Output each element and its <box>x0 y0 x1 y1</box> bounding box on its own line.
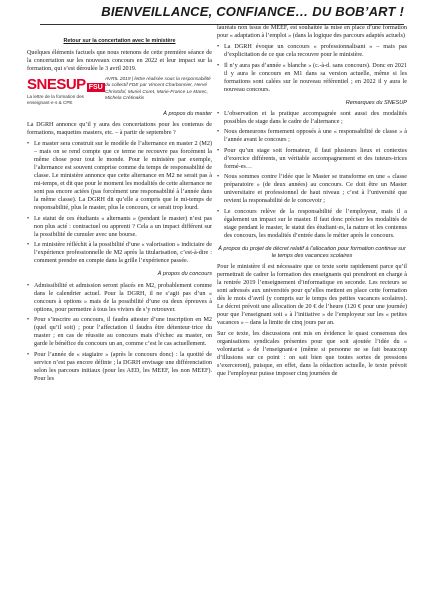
list-item: • Pour s’inscrire au concours, il faudra attester d’une inscription en M2 (quel qu’il soit) ; pour l’affectation il faudra être détenteur·trice du master ; en cas de réussite au concours mais d’échec au master, on garde le bénéfice du concours un an, comme c’est le cas actuellement. <box>27 316 212 348</box>
page-title: BIENVEILLANCE, CONFIANCE… DU BOB’ART ! <box>101 4 404 19</box>
continued-paragraph: lauréats non issus de MEEF, est souhaitée la mise en place d’une formation pour « adaptation à l’emploi » (dans la logique des parcours adaptés actuels) <box>217 25 407 39</box>
list-item: • Pour l’année de « stagiaire » (après le concours donc) : la quotité de service n’est pas encore définie ; la DGRH envisage une différenciation selon les parcours initiaux (pour les AED, les MEEF, les non MEEF). Pour les <box>27 351 212 383</box>
list-item: • Le concours relève de la responsabilité de l’employeur, mais il a également un impact sur le master. Il faut donc préciser les modalités de stage pendant le master, le statut des étudiant·es, la nature et les contenus des concours, les modalités d’entrée dans le métier après le concours. <box>217 208 407 240</box>
intro-paragraph: Quelques éléments factuels que nous retenons de cette première séance de la concertation sur les nouveaux concours en 2022 et leur impact sur la formation, qui s’est déroulée le 3 avril 2019. <box>27 50 212 73</box>
list-item: • Le master sera construit sur le modèle de l’alternance en master 2 (M2) – mais on se rend compte que ce terme ne recouvre pas forcément la même chose pour tout le monde. Pour le ministère par exemple, l’alternance est souvent comprise comme du temps de responsabilité de classe. Le ministère annonce que cette alternance en M2 ne serait pas à mi-temps, et dit que pour le moment les modalités de cette alternance ne sont pas encore actées (pas forcément une responsabilité à l’année dans la même classe). La DGRH dit qu’elle a compris que le mi-temps de responsabilité, plus le master, plus le concours, ce serait trop lourd. <box>27 140 212 212</box>
list-item: • Il n’y aura pas d’année « blanche » (c.-à-d. sans concours). Donc en 2021 il y aura le concours en M1 dans sa version actuelle, même si les formations sont calées sur le nouveau référentiel ; en 2022 il y aura le nouveau concours. <box>217 62 407 94</box>
master-intro: La DGRH annonce qu’il y aura des concertations pour les contenus de formations, maquettes masters, etc. – à partir de septembre ? <box>27 122 212 137</box>
projet-paragraph-1: Pour le ministère il est nécessaire que ce texte sorte rapidement parce qu’il permettrait de cadrer la formation des enseignants qui prendront en charge à la rentrée 2019 l’enseignement d’informatique en seconde. Les recteurs se sont adressés aux universités pour qu’elles mettent en place cette formation dès le mois d’avril (y compris sur le temps des petites vacances scolaires). Le décret prévoit une allocation de 20 € de l’heure (120 € pour une journée) pour que l’enseignant soit « à l’initiative » de l’employeur sur les « petites vacances » – dans la limite de cinq jours par an. <box>217 264 407 327</box>
list-item: • Nous sommes contre l’idée que le Master se transforme en une « classe préparatoire » (de deux années) au concours. Ce doit être un Master universitaire et professionnel de haut niveau ; c’est à l’université que revient la responsabilité de le concevoir ; <box>217 173 407 205</box>
remarques-list <box>217 110 407 240</box>
logo-tagline: La lettre de la formation des enseignant·e·s & CPE <box>27 94 84 105</box>
concours-list-continued <box>217 43 407 94</box>
list-item: • Nous demeurons fermement opposés à une « responsabilité de classe » à l’année avant le concours ; <box>217 128 407 144</box>
list-item: • Pour qu’un stage soit formateur, il faut plusieurs lieux et contextes d’exercice différents, un véritable accompagnement et des tuteurs-trices formé-es… <box>217 147 407 171</box>
list-item: • La DGRH évoque un concours « professionnalisant » – mais pas d’explicitation de ce que cela recouvre pour le ministère. <box>217 43 407 59</box>
right-column <box>217 24 407 381</box>
concours-list <box>27 282 212 383</box>
master-list <box>27 140 212 265</box>
left-column <box>27 38 212 386</box>
section-subhead: Retour sur la concertation avec le ministère <box>63 38 176 44</box>
section-heading-projet: À propos du projet de décret relatif à l’allocation pour formation continue sur le temps des vacances scolaires <box>218 245 406 260</box>
section-heading-master: À propos du master <box>163 111 212 118</box>
projet-paragraph-2: Sur ce texte, les discussions ont mis en évidence le quasi consensus des organisations syndicales présentes pour que soit ajoutée l’idée du « volontariat » de l’enseignant·e (même si personne ne se fait beaucoup d’illusions sur ce point : on sait bien que toutes sortes de pressions s’exerceront), puisque, en effet, dans la rédaction actuelle, le texte prévoit que l’employeur puisse imposer cinq journées de <box>217 331 407 378</box>
snesup-logo <box>27 76 103 105</box>
list-item: • Le statut de ces étudiants « alternants » (pendant le master) n’est pas non plus acté : contractuel ou apprenti ? Cela a un impact différent sur la possibilité de cumuler avec une bourse. <box>27 215 212 239</box>
section-heading-remarques: Remarques du SNESUP <box>345 99 407 106</box>
list-item: • Admissibilité et admission seront placés en M2, probablement comme dans le calendrier actuel. Pour la DGRH, il ne s’agit pas d’un « concours à options » mais de la possibilité d’une ou deux épreuves à options, pour permettre à tous les viviers de s’y retrouver. <box>27 282 212 314</box>
credits-note: AVRIL 2019 | lettre réalisée sous la responsabilité du collectif FDE par Vincent Charbonnier, Hervé Christofol, Muriel Coret, Marie-France Le Marec, Michela Crétinakis <box>105 77 211 102</box>
header <box>40 4 404 25</box>
logo-badge: FSU <box>88 84 103 92</box>
list-item: • Le ministère réfléchit à la possibilité d’une « valorisation » indiciaire de l’expérience professionnelle de M2 après la titularisation, c’est-à-dire : comment prendre en compte dans la grille l’expérience passée. <box>27 241 212 265</box>
section-heading-concours: À propos du concours <box>157 271 212 278</box>
logo-block <box>27 77 212 105</box>
list-item: • L’observation et la pratique accompagnée sont aussi des modalités possibles de stage dans le cadre de l’alternance ; <box>217 110 407 126</box>
logo-name: SNESUP <box>27 76 86 94</box>
